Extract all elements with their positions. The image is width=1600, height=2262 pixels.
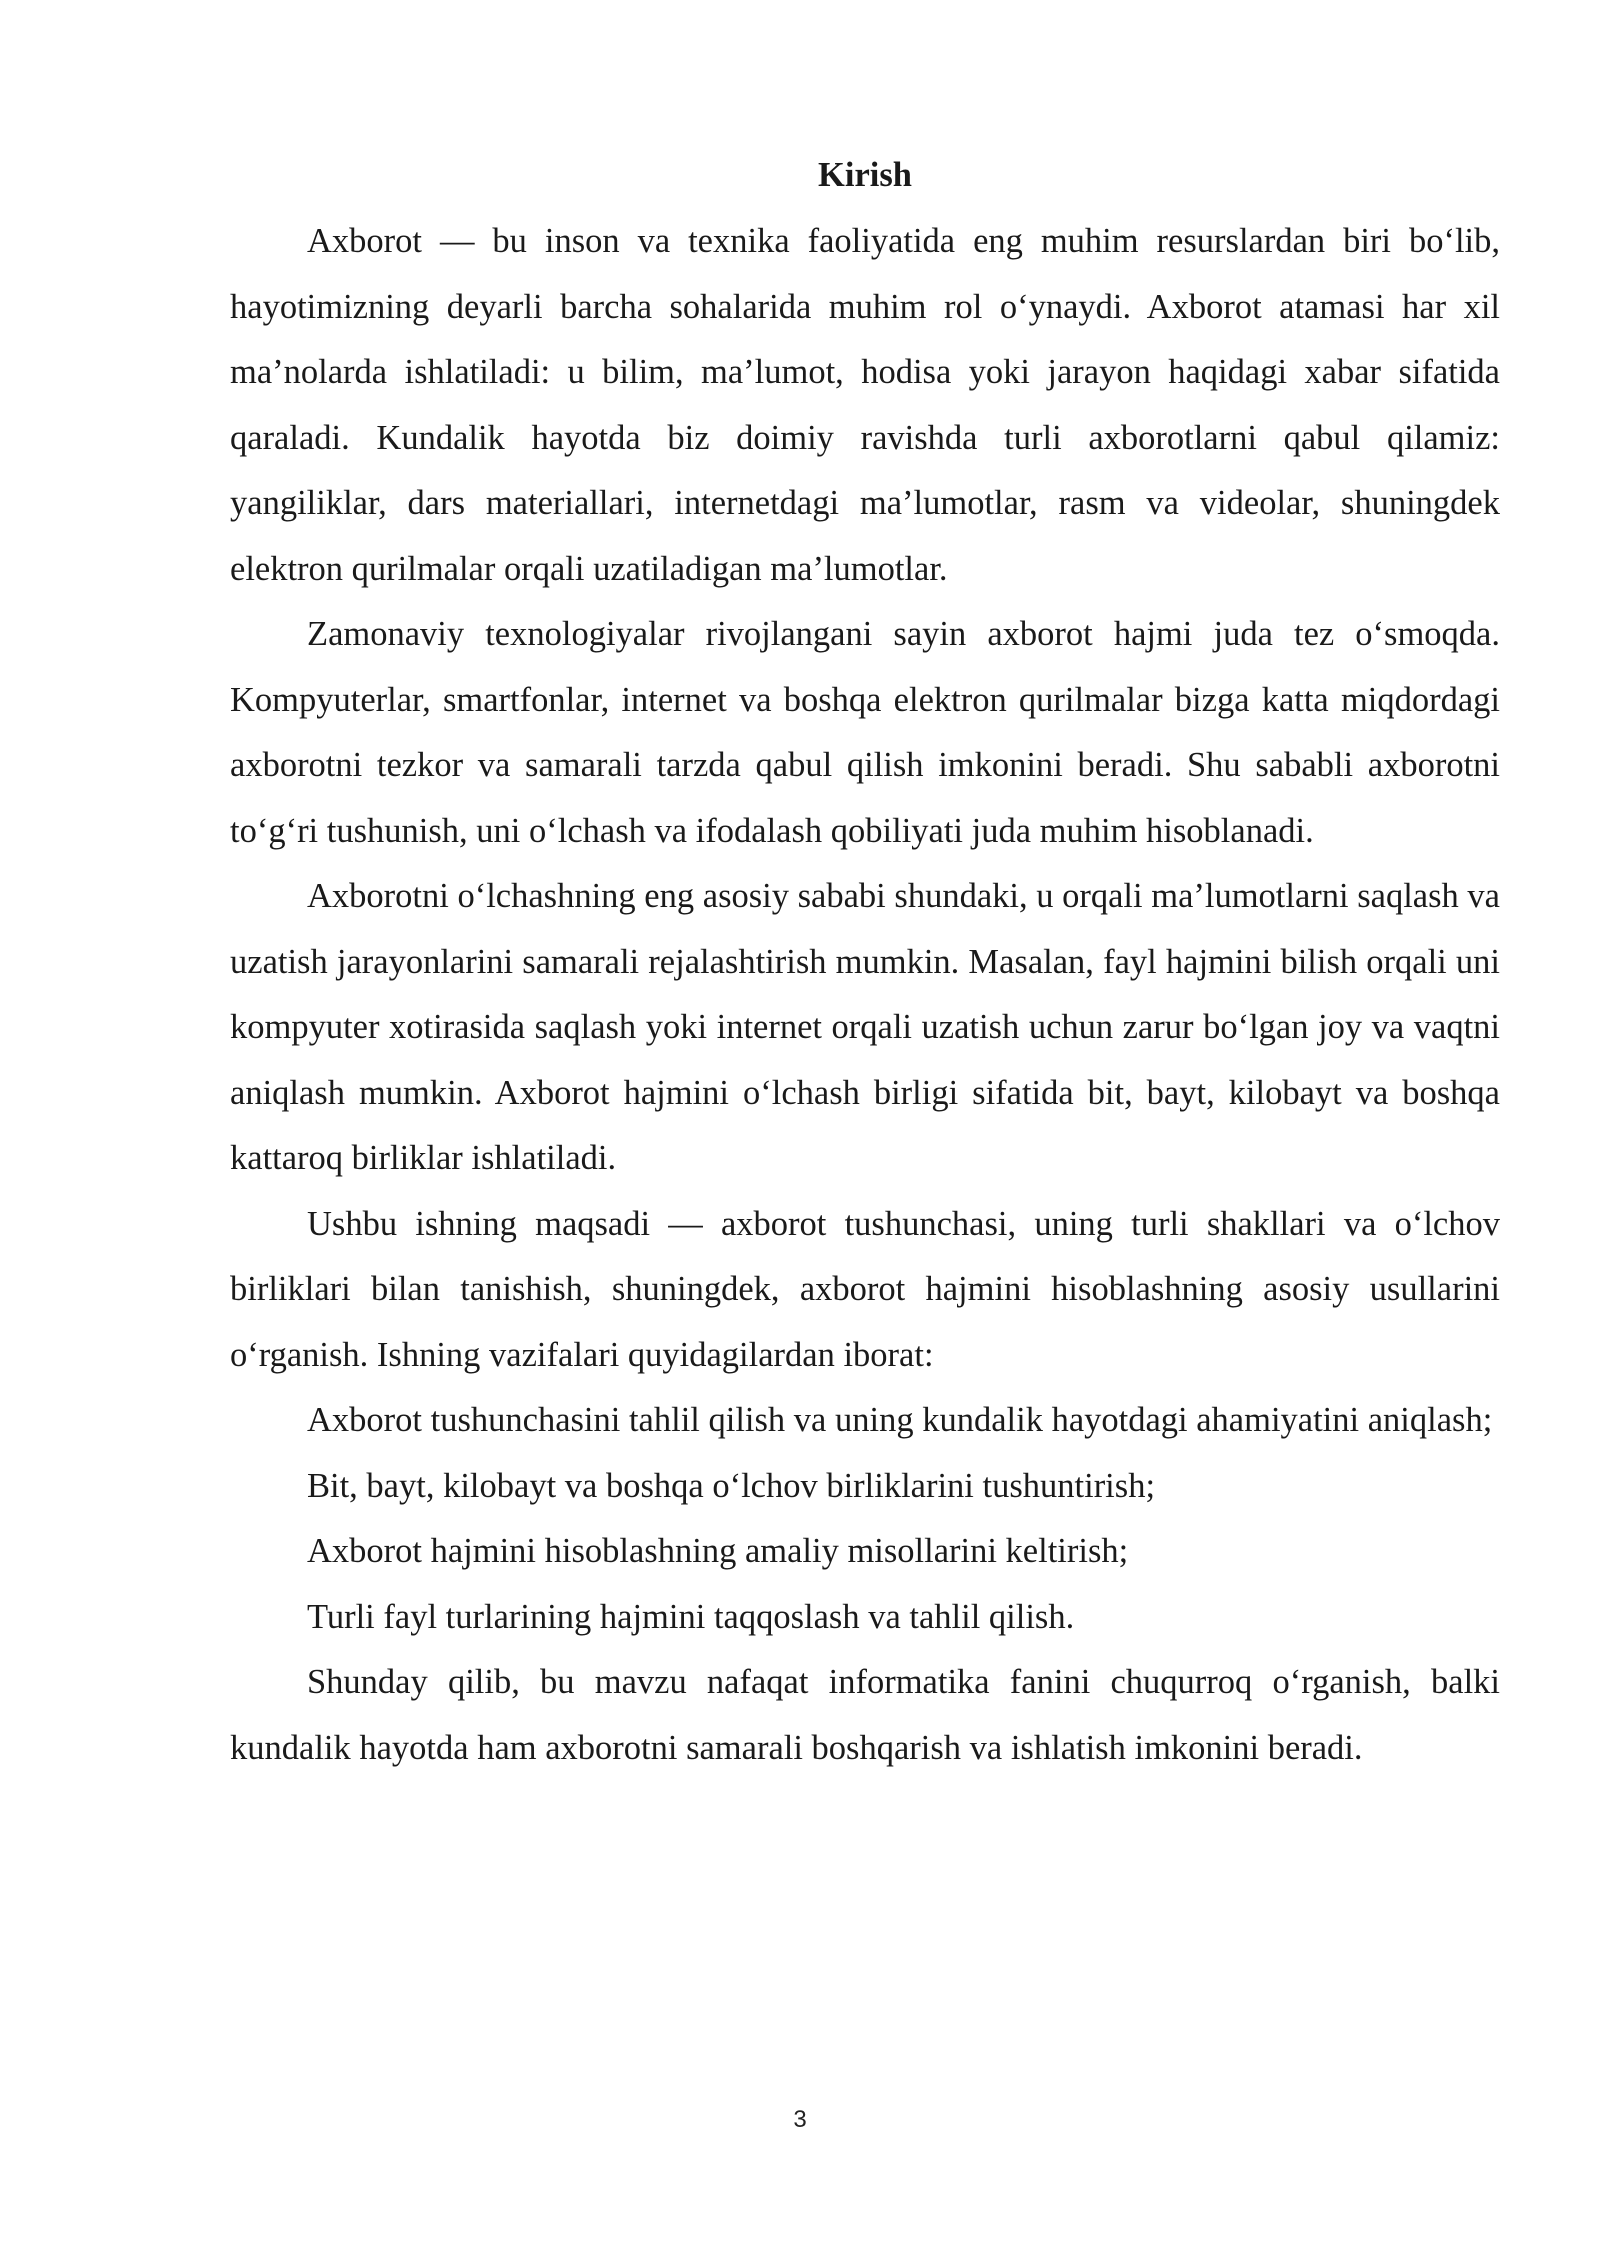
section-heading: Kirish (818, 156, 912, 194)
paragraph-measurement: Axborotni o‘lchashning eng asosiy sababi shundaki, u orqali ma’lumotlarni saqlash va uzatish jarayonlarini samarali rejalashtirish mumkin. Masalan, fayl hajmini bilish orqali uni kompyuter xotirasida saqlash yoki internet orqali uzatish uchun zarur bo‘lgan joy va vaqtni aniqlash mumkin. Axborot hajmini o‘lchash birligi sifatida bit, bayt, kilobayt va boshqa kattaroq birliklar ishlatiladi. (230, 877, 1500, 1177)
page-number: 3 (793, 2106, 807, 2133)
task-item-3: Axborot hajmini hisoblashning amaliy misollarini keltirish; (307, 1532, 1129, 1570)
paragraph-conclusion: Shunday qilib, bu mavzu nafaqat informatika fanini chuqurroq o‘rganish, balki kundalik hayotda ham axborotni samarali boshqarish va ishlatish imkonini beradi. (230, 1663, 1500, 1767)
task-item-1: Axborot tushunchasini tahlil qilish va uning kundalik hayotdagi ahamiyatini aniqlash; (307, 1401, 1493, 1439)
page-content (230, 148, 1500, 1781)
task-item-2: Bit, bayt, kilobayt va boshqa o‘lchov birliklarini tushuntirish; (307, 1466, 1156, 1505)
paragraph-technologies: Zamonaviy texnologiyalar rivojlangani sayin axborot hajmi juda tez o‘smoqda. Kompyuterlar, smartfonlar, internet va boshqa elektron qurilmalar bizga katta miqdordagi axborotni tezkor va samarali tarzda qabul qilish imkonini beradi. Shu sababli axborotni to‘g‘ri tushunish, uni o‘lchash va ifodalash qobiliyati juda muhim hisoblanadi. (230, 615, 1500, 850)
paragraph-goal: Ushbu ishning maqsadi — axborot tushunchasi, uning turli shakllari va o‘lchov birliklari bilan tanishish, shuningdek, axborot hajmini hisoblashning asosiy usullarini o‘rganish. Ishning vazifalari quyidagilardan iborat: (230, 1204, 1500, 1374)
task-item-4: Turli fayl turlarining hajmini taqqoslash va tahlil qilish. (307, 1597, 1075, 1636)
paragraph-intro: Axborot — bu inson va texnika faoliyatida eng muhim resurslardan biri bo‘lib, hayotimizning deyarli barcha sohalarida muhim rol o‘ynaydi. Axborot atamasi har xil ma’nolarda ishlatiladi: u bilim, ma’lumot, hodisa yoki jarayon haqidagi xabar sifatida qaraladi. Kundalik hayotda biz doimiy ravishda turli axborotlarni qabul qilamiz: yangiliklar, dars materiallari, internetdagi ma’lumotlar, rasm va videolar, shuningdek elektron qurilmalar orqali uzatiladigan ma’lumotlar. (230, 222, 1500, 588)
